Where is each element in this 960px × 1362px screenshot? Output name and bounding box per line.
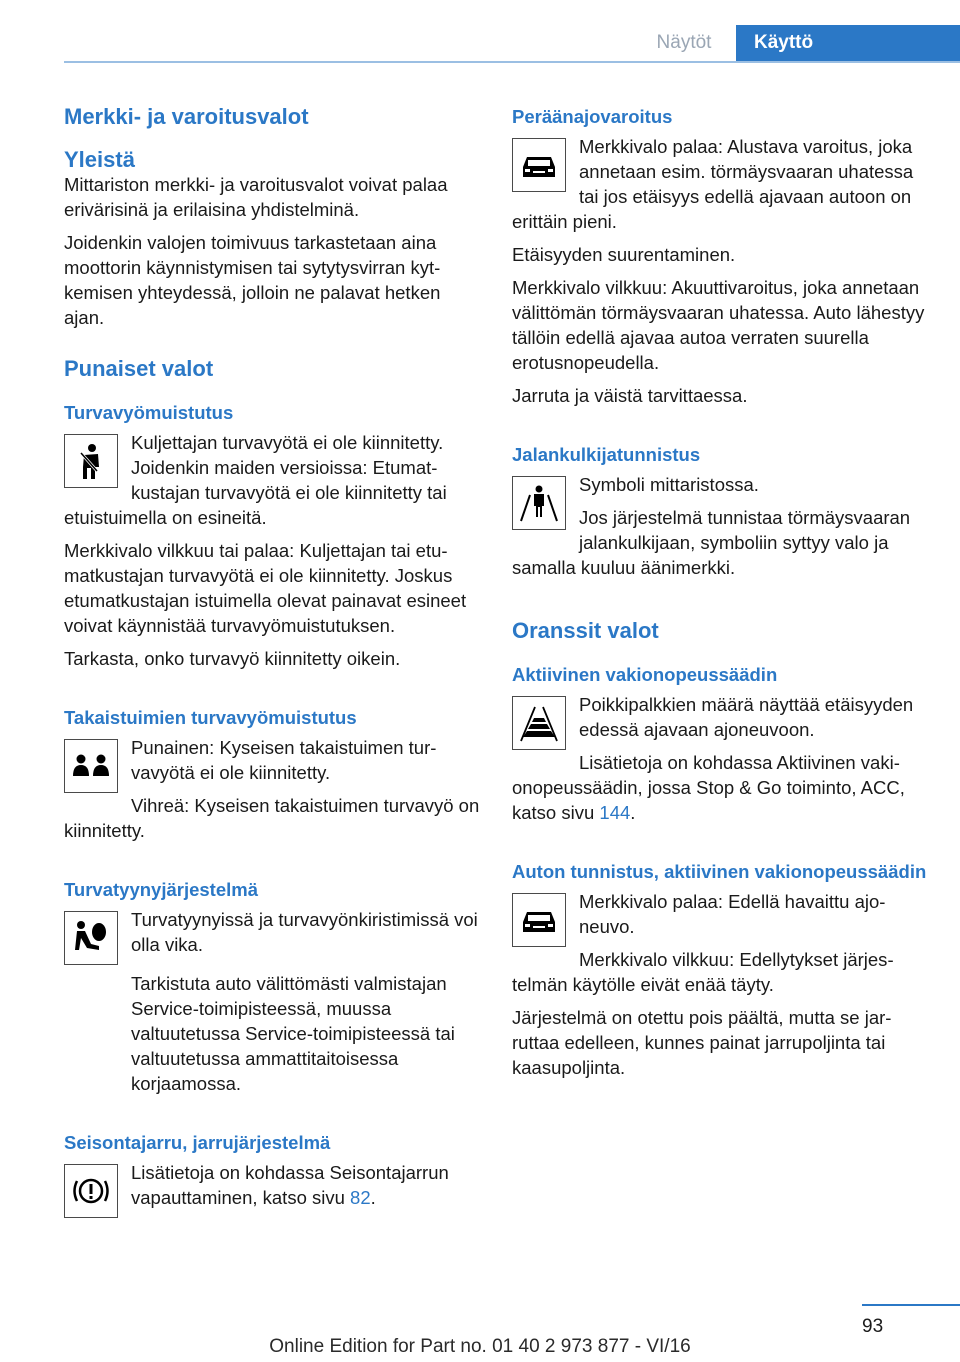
collision-warning-paragraph: Jarruta ja väistä tarvittaessa.	[512, 385, 748, 406]
general-heading: Yleistä	[64, 147, 135, 172]
footer-divider	[862, 1304, 960, 1306]
rear-seatbelt-paragraph: Vihreä: Kyseisen takaistuimen turvavyö on kiinnitetty.	[64, 795, 480, 841]
page-title: Merkki- ja varoitusvalot	[64, 104, 309, 129]
airbag-paragraph: Tarkistuta auto välittömästi valmistajan Service-toimipisteessä, muussa valtuutetussa Service-toimipisteessä tai valtuutetussa ammattitaitoisessa korjaamossa.	[131, 973, 455, 1094]
general-paragraph: Mittariston merkki- ja varoitusvalot voivat palaa erivärisinä ja erilaisina yhdistelminä.	[64, 174, 448, 220]
seatbelt-paragraph: Kuljettajan turvavyötä ei ole kiinnitetty. Joidenkin maiden versioissa: Etumatkustajan turvavyötä ei ole kiinnitetty tai etuistuimella on esineitä.	[64, 432, 447, 528]
airbag-entry	[64, 907, 480, 971]
seatbelt-heading: Turvavyömuistutus	[64, 402, 234, 423]
red-lights-heading: Punaiset valot	[64, 356, 214, 381]
seatbelt-warning-icon	[64, 434, 118, 488]
rear-seatbelt-entry	[64, 735, 480, 851]
acc-entry	[512, 692, 928, 833]
parking-brake-paragraph	[64, 1160, 480, 1210]
airbag-icon	[64, 911, 118, 965]
vehicle-detection-paragraph: Järjestelmä on otettu pois päältä, mutta se jarruttaa edelleen, kunnes painat jarrupoljinta tai kaasupoljinta.	[512, 1007, 892, 1078]
pedestrian-paragraph: Jos järjestelmä tunnistaa törmäysvaaran jalankulkijaan, symboliin syttyy valo ja samalla kuuluu äänimerkki.	[512, 507, 911, 578]
rear-seatbelt-icon	[64, 739, 118, 793]
collision-warning-paragraph: Merkkivalo vilkkuu: Akuuttivaroitus, joka annetaan välittömän törmäysvaaran uhatessa. Auto lähestyy tällöin edellä ajavaa autoa verraten suurella erotusnopeudella.	[512, 277, 925, 373]
page-link-144[interactable]: 144	[599, 802, 631, 823]
vehicle-detection-heading: Auton tunnistus, aktiivinen vakionopeussäädin	[512, 861, 927, 882]
pedestrian-paragraph: Symboli mittaristossa.	[579, 474, 759, 495]
vehicle-detection-paragraph: Merkkivalo vilkkuu: Edellytykset järjestelmän käytölle eivät enää täyty.	[512, 949, 894, 995]
collision-warning-paragraph: Etäisyyden suurentaminen.	[512, 244, 736, 265]
pedestrian-detection-entry	[512, 472, 928, 588]
pedestrian-icon	[512, 476, 566, 530]
tab-kaytto[interactable]: Käyttö	[736, 25, 960, 61]
collision-warning-entry	[512, 134, 928, 242]
right-column	[512, 100, 928, 1088]
general-paragraph: Joidenkin valojen toimivuus tarkastetaan aina moottorin käynnistymisen tai sytytysvirran kytkemisen yhteydessä, jolloin ne palavat hetken ajan.	[64, 232, 441, 328]
parking-brake-entry	[64, 1160, 480, 1224]
distance-bars-icon	[512, 696, 566, 750]
seatbelt-paragraph: Merkkivalo vilkkuu tai palaa: Kuljettajan tai etumatkustajan turvavyötä ei ole kiinnitetty. Joskus etumatkustajan istuimella olevat painavat esineet voivat käynnistää turvavyömuistutuksen.	[64, 540, 467, 636]
collision-warning-heading: Peräänajovaroitus	[512, 106, 673, 127]
airbag-heading: Turvatyynyjärjestelmä	[64, 879, 259, 900]
parking-brake-text-end: .	[370, 1187, 376, 1208]
parking-brake-text: Lisätietoja on kohdassa Seisontajarrun vapauttaminen, katso sivu	[131, 1162, 449, 1208]
airbag-paragraph: Turvatyynyissä ja turvavyönkiristimissä voi olla vika.	[131, 909, 478, 955]
page-link-82[interactable]: 82	[350, 1187, 371, 1208]
acc-paragraph	[512, 750, 928, 825]
acc-text: Lisätietoja on kohdassa Aktiivinen vakionopeussäädin, jossa Stop & Go toiminto, ACC, katso sivu	[512, 752, 905, 823]
left-column	[64, 100, 480, 1224]
acc-text-end: .	[630, 802, 636, 823]
car-detected-icon	[512, 893, 566, 947]
brake-warning-icon	[64, 1164, 118, 1218]
page-number: 93	[862, 1316, 884, 1337]
collision-warning-paragraph: Merkkivalo palaa: Alustava varoitus, joka annetaan esim. törmäysvaaran uhatessa tai jos etäisyys edellä ajavaan autoon on erittäin pieni.	[512, 136, 914, 232]
pedestrian-detection-heading: Jalankulkijatunnistus	[512, 444, 701, 465]
rear-seatbelt-heading: Takaistuimien turvavyömuistutus	[64, 707, 357, 728]
header-divider	[64, 61, 960, 63]
tab-nayt[interactable]: Näytöt	[636, 25, 732, 61]
edition-footer: Online Edition for Part no. 01 40 2 973 877 - VI/16	[269, 1336, 691, 1357]
vehicle-detection-entry	[512, 889, 928, 1005]
acc-paragraph: Poikkipalkkien määrä näyttää etäisyyden edessä ajavaan ajoneuvoon.	[579, 694, 914, 740]
page-header	[0, 0, 960, 62]
orange-lights-heading: Oranssit valot	[512, 618, 659, 643]
seatbelt-paragraph: Tarkasta, onko turvavyö kiinnitetty oikein.	[64, 648, 401, 669]
vehicle-detection-paragraph: Merkkivalo palaa: Edellä havaittu ajoneuvo.	[579, 891, 886, 937]
parking-brake-heading: Seisontajarru, jarrujärjestelmä	[64, 1132, 331, 1153]
acc-heading: Aktiivinen vakionopeussäädin	[512, 664, 778, 685]
car-ahead-icon	[512, 138, 566, 192]
rear-seatbelt-paragraph: Punainen: Kyseisen takaistuimen turvavyötä ei ole kiinnitetty.	[131, 737, 437, 783]
seatbelt-entry	[64, 430, 480, 538]
